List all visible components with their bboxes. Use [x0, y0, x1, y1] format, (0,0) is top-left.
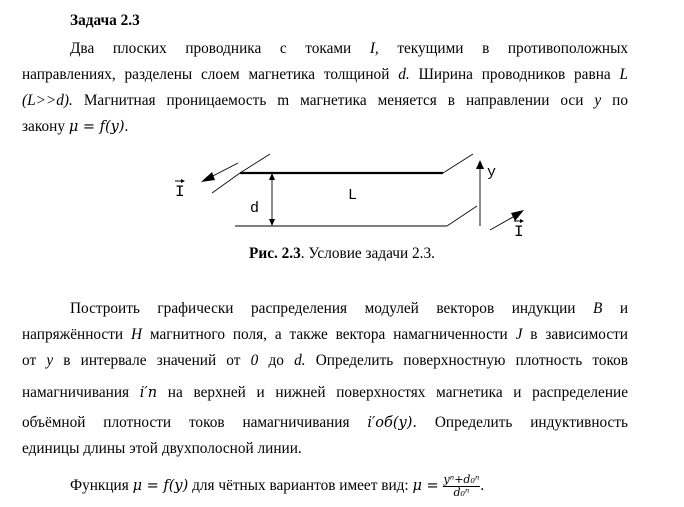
word: Построить: [70, 300, 140, 317]
y-axis-arrowhead: [476, 160, 484, 169]
caption-label: Рис. 2.3: [249, 245, 301, 262]
text: намагничивания: [22, 384, 130, 401]
word: плоских: [112, 40, 167, 57]
para2-line2: [22, 326, 628, 344]
word: текущими: [397, 40, 464, 57]
para1-line2: [22, 66, 628, 84]
top-plate-right-depth: [443, 154, 473, 173]
text: по: [612, 92, 628, 109]
formula: i′об(y).: [367, 415, 417, 431]
fraction-numerator: yⁿ+d₀ⁿ: [443, 473, 480, 486]
text: J: [515, 326, 523, 343]
para1-line1: [70, 40, 628, 58]
fraction-denominator: d₀ⁿ: [453, 486, 470, 499]
word: и: [619, 300, 629, 317]
word: с: [279, 40, 287, 57]
current-arrow-left-head: [201, 172, 215, 182]
text: (L>>d).: [22, 92, 73, 109]
word: B: [593, 300, 603, 317]
d-arrow-bottom: [269, 219, 275, 226]
word: противоположных: [507, 40, 629, 57]
word: Два: [70, 40, 95, 57]
para2-line4: [22, 384, 628, 402]
text: напряжённости: [22, 326, 124, 343]
text: закону: [22, 118, 65, 135]
word: модулей: [364, 300, 419, 317]
formula: μ = f(y): [68, 119, 125, 135]
text: L: [619, 66, 629, 83]
text: y: [594, 92, 602, 109]
word: токами: [305, 40, 352, 57]
text: на верхней и нижней поверхностях магнетика и распределение: [167, 384, 628, 401]
para2-line3: [22, 352, 628, 370]
label-I-left: I: [175, 183, 185, 201]
problem-title: Задача 2.3: [70, 12, 140, 29]
text: y: [46, 352, 54, 369]
label-I-right: I: [514, 223, 524, 241]
word: в: [482, 40, 490, 57]
para1-line3: [22, 92, 628, 110]
fraction: [443, 474, 481, 499]
text: 0: [250, 352, 259, 369]
word: I,: [369, 40, 379, 57]
para2-line5: [22, 414, 628, 432]
text: до: [268, 352, 284, 369]
text: H: [130, 326, 143, 343]
text: в интервале значений от: [63, 352, 241, 369]
text: Определить поверхностную плотность токов: [315, 352, 629, 369]
formula: i′п: [139, 385, 158, 401]
label-d: d: [250, 200, 260, 217]
word: векторов: [436, 300, 495, 317]
text: .: [480, 477, 485, 495]
para2-line1: [70, 300, 628, 318]
word: распределения: [251, 300, 348, 317]
text: от: [22, 352, 37, 369]
current-arrow-right-head: [511, 210, 524, 221]
text: в зависимости: [530, 326, 628, 343]
text: Ширина проводников равна: [418, 66, 611, 83]
para3-line: [70, 474, 628, 499]
word: проводника: [185, 40, 262, 57]
text: Определить индуктивность: [434, 414, 628, 431]
label-y: y: [487, 164, 497, 181]
text: .: [124, 118, 129, 135]
top-plate-left-depth-back: [240, 154, 270, 173]
label-L: L: [348, 187, 358, 204]
word: индукции: [511, 300, 576, 317]
top-plate-left-depth: [212, 173, 240, 193]
text: Функция: [70, 477, 129, 495]
bottom-plate-right-depth: [447, 206, 477, 226]
figure-diagram: [160, 150, 540, 246]
para2-line6: единицы длины этой двухполосной линии.: [22, 440, 302, 457]
formula: μ = f(y): [132, 478, 189, 495]
text: d.: [398, 66, 410, 83]
para1-line4: [22, 118, 628, 136]
caption-text: . Условие задачи 2.3.: [300, 245, 435, 262]
text: для чётных вариантов имеет вид:: [192, 477, 409, 495]
text: d.: [294, 352, 306, 369]
formula: μ =: [412, 478, 439, 495]
text: направлениях, разделены слоем магнетика толщиной: [22, 66, 390, 83]
text: Магнитная проницаемость m магнетика меняется в направлении оси: [83, 92, 584, 109]
text: объёмной плотности токов намагничивания: [22, 414, 350, 431]
word: графически: [157, 300, 234, 317]
figure-caption: [0, 245, 684, 263]
text: магнитного поля, а также вектора намагниченности: [149, 326, 508, 343]
